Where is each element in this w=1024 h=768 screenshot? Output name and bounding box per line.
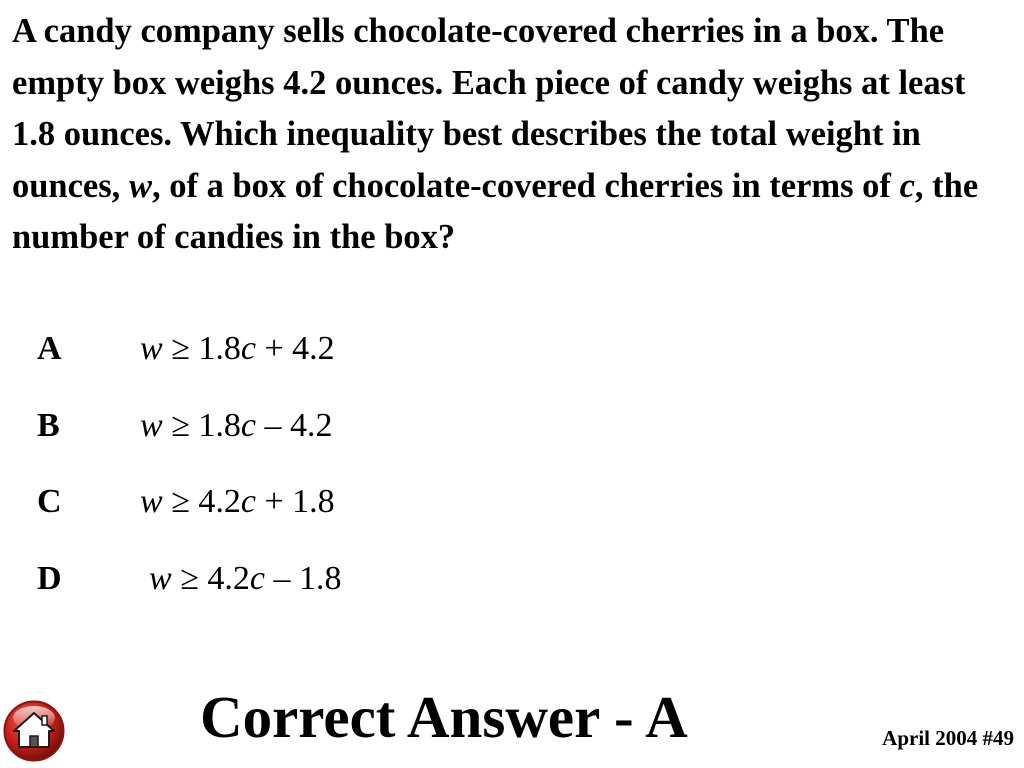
option-d-expression[interactable]: w ≥ 4.2c – 1.8 [149,560,342,597]
option-a-letter[interactable]: A [37,330,62,367]
option-a-expression[interactable]: w ≥ 1.8c + 4.2 [140,330,335,367]
option-c-letter[interactable]: C [37,483,62,520]
home-icon [3,700,65,762]
source-reference: April 2004 #49 [882,726,1014,750]
option-d-letter[interactable]: D [37,560,62,597]
option-c-expression[interactable]: w ≥ 4.2c + 1.8 [140,483,335,520]
correct-answer-label: Correct Answer - A [200,684,688,750]
option-b-letter[interactable]: B [37,407,60,444]
option-b-expression[interactable]: w ≥ 1.8c – 4.2 [140,407,333,444]
question-text: A candy company sells chocolate-covered cherries in a box. The empty box weighs 4.2 ounces. Each piece of candy weighs at least 1.8 ounces. Which inequality best describes the total weight in ounces, w, of a box of chocolate-covered cherries in terms of c, the number of candies in the box? [12,12,979,256]
variable-w: w [128,166,152,205]
variable-c: c [899,166,915,205]
home-button[interactable] [3,700,65,762]
